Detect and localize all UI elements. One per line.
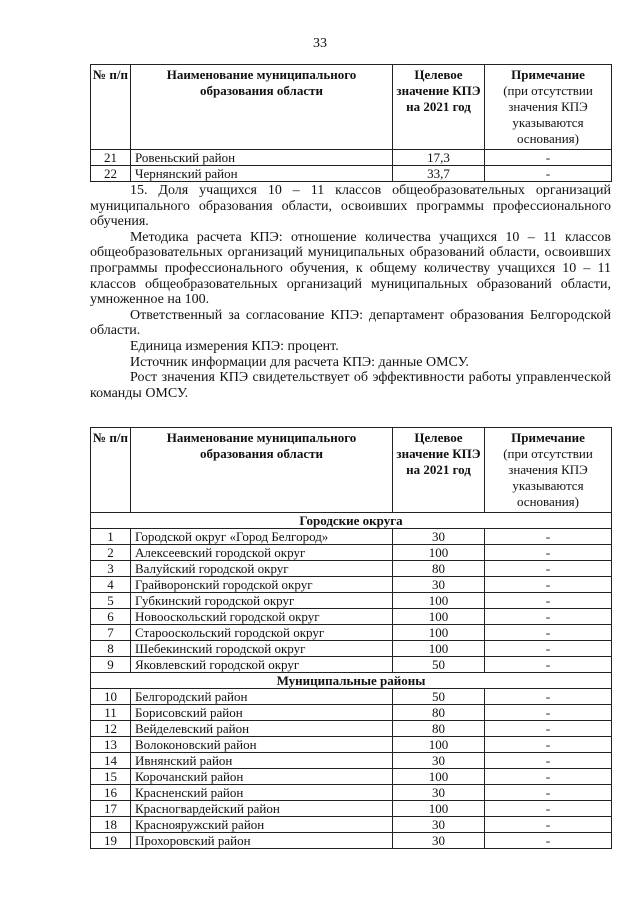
table-row <box>91 577 612 593</box>
page-number: 33 <box>313 36 327 51</box>
row-name: Ровеньский район <box>131 150 393 166</box>
header-note <box>485 65 612 150</box>
row-name: Губкинский городской округ <box>131 593 393 609</box>
row-number: 17 <box>91 801 131 817</box>
row-note: - <box>485 577 612 593</box>
table-row <box>91 833 612 849</box>
table-row <box>91 721 612 737</box>
row-name: Яковлевский городской округ <box>131 657 393 673</box>
header-num: № п/п <box>91 65 131 150</box>
table-row <box>91 561 612 577</box>
row-target-value: 50 <box>393 689 485 705</box>
row-name: Красненский район <box>131 785 393 801</box>
row-number: 21 <box>91 150 131 166</box>
header-note <box>485 428 612 513</box>
kpe-table-main <box>90 427 612 849</box>
row-number: 22 <box>91 166 131 182</box>
paragraph-responsible: Ответственный за согласование КПЭ: департамент образования Белгородской области. <box>90 307 611 339</box>
row-number: 2 <box>91 545 131 561</box>
row-number: 10 <box>91 689 131 705</box>
row-note: - <box>485 545 612 561</box>
row-name: Старооскольский городской округ <box>131 625 393 641</box>
row-number: 6 <box>91 609 131 625</box>
table-row <box>91 785 612 801</box>
row-name: Борисовский район <box>131 705 393 721</box>
row-note: - <box>485 769 612 785</box>
header-note-title: Примечание <box>511 67 585 82</box>
row-number: 13 <box>91 737 131 753</box>
row-number: 9 <box>91 657 131 673</box>
row-note: - <box>485 150 612 166</box>
row-target-value: 30 <box>393 817 485 833</box>
row-number: 12 <box>91 721 131 737</box>
row-number: 7 <box>91 625 131 641</box>
row-number: 11 <box>91 705 131 721</box>
row-target-value: 80 <box>393 721 485 737</box>
row-note: - <box>485 609 612 625</box>
row-note: - <box>485 737 612 753</box>
row-note: - <box>485 721 612 737</box>
row-note: - <box>485 833 612 849</box>
row-name: Городской округ «Город Белгород» <box>131 529 393 545</box>
row-target-value: 100 <box>393 769 485 785</box>
row-number: 8 <box>91 641 131 657</box>
table-row <box>91 545 612 561</box>
row-note: - <box>485 625 612 641</box>
table-row <box>91 737 612 753</box>
row-name: Новооскольский городской округ <box>131 609 393 625</box>
table-row <box>91 625 612 641</box>
section-header-row <box>91 513 612 529</box>
indicator-description <box>90 183 611 401</box>
section-header-row <box>91 673 612 689</box>
row-name: Краснояружский район <box>131 817 393 833</box>
table-row <box>91 705 612 721</box>
row-number: 15 <box>91 769 131 785</box>
row-name: Грайворонский городской округ <box>131 577 393 593</box>
row-target-value: 100 <box>393 609 485 625</box>
table-row <box>91 166 612 182</box>
row-target-value: 30 <box>393 753 485 769</box>
row-target-value: 80 <box>393 561 485 577</box>
row-name: Белгородский район <box>131 689 393 705</box>
row-number: 18 <box>91 817 131 833</box>
table-row <box>91 753 612 769</box>
row-number: 19 <box>91 833 131 849</box>
row-note: - <box>485 529 612 545</box>
section-title: Городские округа <box>91 513 612 529</box>
row-number: 4 <box>91 577 131 593</box>
row-name: Валуйский городской округ <box>131 561 393 577</box>
paragraph-source: Источник информации для расчета КПЭ: данные ОМСУ. <box>130 354 469 370</box>
header-note-sub: (при отсутствии значения КПЭ указываются основания) <box>503 83 593 146</box>
kpe-table-top <box>90 64 612 182</box>
header-name: Наименование муниципального образования области <box>131 65 393 150</box>
row-note: - <box>485 561 612 577</box>
table-row <box>91 641 612 657</box>
row-note: - <box>485 166 612 182</box>
row-note: - <box>485 593 612 609</box>
row-target-value: 50 <box>393 657 485 673</box>
paragraph-title: 15. Доля учащихся 10 – 11 классов общеобразовательных организаций муниципального образования области, освоивших программы профессионального обучения. <box>90 183 611 230</box>
table-row <box>91 593 612 609</box>
table-row <box>91 817 612 833</box>
row-target-value: 30 <box>393 529 485 545</box>
row-target-value: 100 <box>393 593 485 609</box>
row-note: - <box>485 657 612 673</box>
section-title: Муниципальные районы <box>91 673 612 689</box>
row-note: - <box>485 705 612 721</box>
table-row <box>91 609 612 625</box>
row-name: Шебекинский городской округ <box>131 641 393 657</box>
row-note: - <box>485 817 612 833</box>
row-note: - <box>485 689 612 705</box>
row-target-value: 30 <box>393 833 485 849</box>
row-name: Волоконовский район <box>131 737 393 753</box>
row-target-value: 100 <box>393 801 485 817</box>
header-note-title: Примечание <box>511 430 585 445</box>
row-target-value: 30 <box>393 577 485 593</box>
header-name: Наименование муниципального образования области <box>131 428 393 513</box>
row-note: - <box>485 641 612 657</box>
table-row <box>91 529 612 545</box>
row-number: 1 <box>91 529 131 545</box>
row-note: - <box>485 753 612 769</box>
row-target-value: 100 <box>393 545 485 561</box>
row-number: 14 <box>91 753 131 769</box>
table-row <box>91 150 612 166</box>
row-name: Чернянский район <box>131 166 393 182</box>
row-target-value: 30 <box>393 785 485 801</box>
row-note: - <box>485 801 612 817</box>
row-name: Корочанский район <box>131 769 393 785</box>
row-number: 3 <box>91 561 131 577</box>
header-target: Целевое значение КПЭ на 2021 год <box>393 65 485 150</box>
header-num: № п/п <box>91 428 131 513</box>
table-row <box>91 689 612 705</box>
table-row <box>91 801 612 817</box>
row-target-value: 100 <box>393 641 485 657</box>
row-target-value: 17,3 <box>393 150 485 166</box>
row-name: Вейделевский район <box>131 721 393 737</box>
row-name: Прохоровский район <box>131 833 393 849</box>
row-target-value: 80 <box>393 705 485 721</box>
row-name: Красногвардейский район <box>131 801 393 817</box>
row-target-value: 100 <box>393 625 485 641</box>
row-note: - <box>485 785 612 801</box>
row-number: 16 <box>91 785 131 801</box>
paragraph-unit: Единица измерения КПЭ: процент. <box>130 338 339 354</box>
row-name: Ивнянский район <box>131 753 393 769</box>
header-target: Целевое значение КПЭ на 2021 год <box>393 428 485 513</box>
header-note-sub: (при отсутствии значения КПЭ указываются основания) <box>503 446 593 509</box>
row-target-value: 100 <box>393 737 485 753</box>
paragraph-growth: Рост значения КПЭ свидетельствует об эффективности работы управленческой команды ОМСУ. <box>90 370 611 401</box>
table-row <box>91 769 612 785</box>
row-number: 5 <box>91 593 131 609</box>
row-name: Алексеевский городской округ <box>131 545 393 561</box>
row-target-value: 33,7 <box>393 166 485 182</box>
table-row <box>91 657 612 673</box>
paragraph-method: Методика расчета КПЭ: отношение количества учащихся 10 – 11 классов общеобразовательных организаций муниципальных образований области, освоивших программы профессионального обучения, к общему количеству учащихся 10 – 11 классов общеобразовательных организаций муниципальных образований области, умноженное на 100. <box>90 229 611 308</box>
